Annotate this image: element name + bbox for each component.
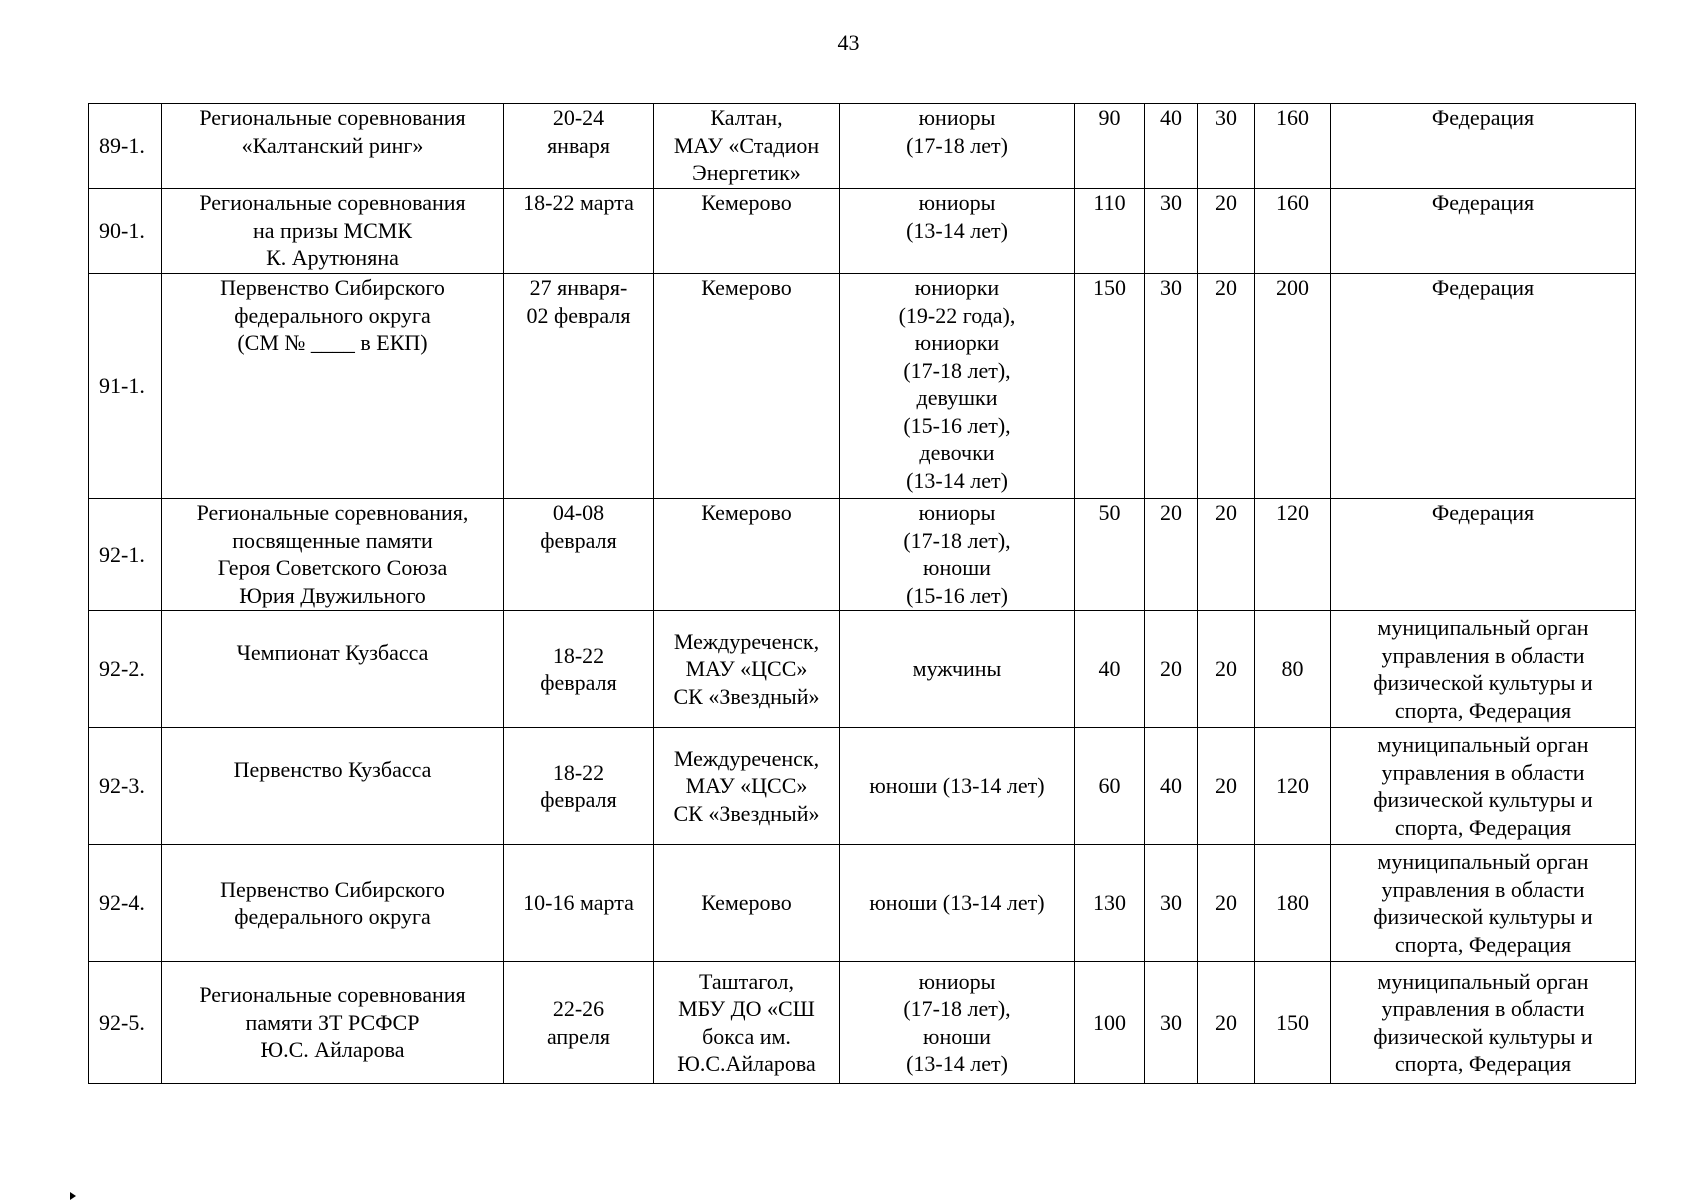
organizer: муниципальный орган управления в области физической культуры и спорта, Федерация (1331, 962, 1636, 1084)
event-place: Кемерово (654, 845, 840, 962)
row-number: 92-2. (89, 611, 162, 728)
count-b: 20 (1145, 499, 1198, 611)
count-b: 40 (1145, 104, 1198, 189)
event-name: Региональные соревнования «Калтанский ринг» (162, 104, 504, 189)
count-total: 180 (1255, 845, 1331, 962)
organizer: муниципальный орган управления в области физической культуры и спорта, Федерация (1331, 845, 1636, 962)
organizer: муниципальный орган управления в области физической культуры и спорта, Федерация (1331, 728, 1636, 845)
count-c: 20 (1198, 274, 1255, 499)
table-row (89, 728, 1636, 845)
event-dates: 20-24 января (504, 104, 654, 189)
count-c: 30 (1198, 104, 1255, 189)
count-total: 120 (1255, 499, 1331, 611)
count-a: 60 (1075, 728, 1145, 845)
count-total: 80 (1255, 611, 1331, 728)
participant-group: мужчины (840, 611, 1075, 728)
organizer: Федерация (1331, 104, 1636, 189)
count-c: 20 (1198, 845, 1255, 962)
event-dates: 18-22 марта (504, 189, 654, 274)
participant-group: юноши (13-14 лет) (840, 845, 1075, 962)
count-b: 30 (1145, 189, 1198, 274)
event-dates: 27 января- 02 февраля (504, 274, 654, 499)
table-row (89, 962, 1636, 1084)
event-name: Региональные соревнования, посвященные памяти Героя Советского Союза Юрия Двужильного (162, 499, 504, 611)
event-place: Кемерово (654, 189, 840, 274)
event-name: Первенство Сибирского федерального округа (162, 845, 504, 962)
row-number: 92-1. (89, 499, 162, 611)
table-row (89, 104, 1636, 189)
table-row (89, 611, 1636, 728)
table-row (89, 274, 1636, 499)
event-dates: 18-22 февраля (504, 611, 654, 728)
count-total: 160 (1255, 189, 1331, 274)
count-a: 40 (1075, 611, 1145, 728)
row-number: 90-1. (89, 189, 162, 274)
event-dates: 18-22 февраля (504, 728, 654, 845)
count-c: 20 (1198, 728, 1255, 845)
participant-group: юноши (13-14 лет) (840, 728, 1075, 845)
event-name: Первенство Сибирского федерального округа (СМ № ____ в ЕКП) (162, 274, 504, 499)
row-number: 92-3. (89, 728, 162, 845)
count-total: 150 (1255, 962, 1331, 1084)
event-name: Первенство Кузбасса (162, 728, 504, 845)
count-a: 90 (1075, 104, 1145, 189)
event-place: Междуреченск, МАУ «ЦСС» СК «Звездный» (654, 611, 840, 728)
row-number: 92-5. (89, 962, 162, 1084)
event-dates: 22-26 апреля (504, 962, 654, 1084)
events-table (88, 103, 1636, 1084)
count-b: 30 (1145, 274, 1198, 499)
participant-group: юниоры (17-18 лет) (840, 104, 1075, 189)
event-place: Междуреченск, МАУ «ЦСС» СК «Звездный» (654, 728, 840, 845)
table-row (89, 499, 1636, 611)
event-place: Кемерово (654, 499, 840, 611)
count-a: 110 (1075, 189, 1145, 274)
row-number: 92-4. (89, 845, 162, 962)
row-number: 89-1. (89, 104, 162, 189)
count-b: 30 (1145, 962, 1198, 1084)
count-c: 20 (1198, 499, 1255, 611)
page-number: 43 (837, 30, 860, 55)
organizer: Федерация (1331, 499, 1636, 611)
count-c: 20 (1198, 611, 1255, 728)
count-b: 20 (1145, 611, 1198, 728)
event-place: Калтан, МАУ «Стадион Энергетик» (654, 104, 840, 189)
organizer: Федерация (1331, 274, 1636, 499)
event-place: Кемерово (654, 274, 840, 499)
count-total: 120 (1255, 728, 1331, 845)
participant-group: юниорки (19-22 года), юниорки (17-18 лет), девушки (15-16 лет), девочки (13-14 лет) (840, 274, 1075, 499)
event-name: Чемпионат Кузбасса (162, 611, 504, 728)
corner-mark (70, 1192, 76, 1200)
participant-group: юниоры (17-18 лет), юноши (15-16 лет) (840, 499, 1075, 611)
count-c: 20 (1198, 962, 1255, 1084)
count-total: 200 (1255, 274, 1331, 499)
event-name: Региональные соревнования памяти ЗТ РСФСР Ю.С. Айларова (162, 962, 504, 1084)
count-a: 150 (1075, 274, 1145, 499)
count-b: 30 (1145, 845, 1198, 962)
count-b: 40 (1145, 728, 1198, 845)
count-c: 20 (1198, 189, 1255, 274)
organizer: муниципальный орган управления в области физической культуры и спорта, Федерация (1331, 611, 1636, 728)
event-dates: 10-16 марта (504, 845, 654, 962)
count-total: 160 (1255, 104, 1331, 189)
participant-group: юниоры (13-14 лет) (840, 189, 1075, 274)
event-dates: 04-08 февраля (504, 499, 654, 611)
count-a: 100 (1075, 962, 1145, 1084)
table-row (89, 845, 1636, 962)
organizer: Федерация (1331, 189, 1636, 274)
participant-group: юниоры (17-18 лет), юноши (13-14 лет) (840, 962, 1075, 1084)
count-a: 130 (1075, 845, 1145, 962)
count-a: 50 (1075, 499, 1145, 611)
event-name: Региональные соревнования на призы МСМК К. Арутюняна (162, 189, 504, 274)
table-row (89, 189, 1636, 274)
row-number: 91-1. (89, 274, 162, 499)
event-place: Таштагол, МБУ ДО «СШ бокса им. Ю.С.Айларова (654, 962, 840, 1084)
